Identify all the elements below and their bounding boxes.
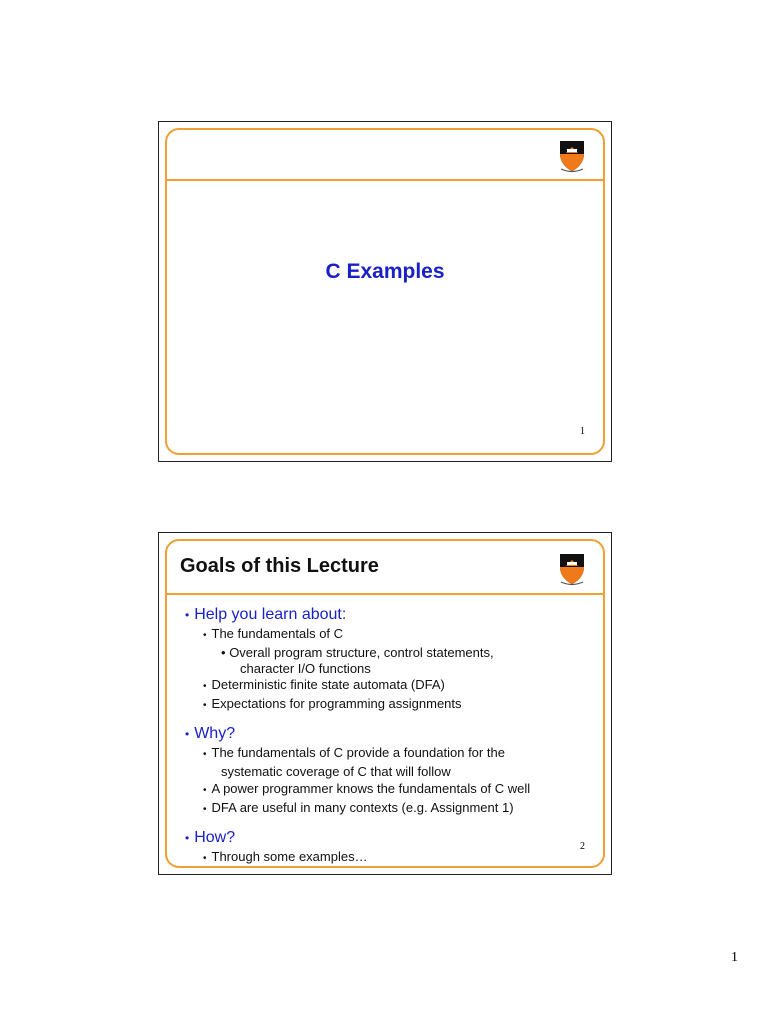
slide-number: 2 <box>580 841 585 852</box>
slide-content <box>185 605 581 868</box>
slide-heading: Goals of this Lecture <box>180 555 379 577</box>
slide-2 <box>158 532 612 875</box>
list-item: • DFA are useful in many contexts (e.g. Assignment 1) <box>203 800 514 815</box>
slide-1 <box>158 121 612 462</box>
princeton-shield-icon <box>557 138 587 174</box>
list-item: • Through some examples… <box>203 849 368 864</box>
princeton-shield-icon <box>557 551 587 587</box>
bullet-how: • How? <box>185 829 236 846</box>
slide-number: 1 <box>580 426 585 437</box>
slide-title: C Examples <box>325 260 445 283</box>
slide-frame <box>165 539 605 868</box>
list-item: • Deterministic finite state automata (DFA) <box>203 677 445 692</box>
bullet-learn: • Help you learn about: <box>185 606 347 623</box>
list-item: • Overall program structure, control statements, <box>221 645 494 660</box>
list-item: • The fundamentals of C <box>203 626 344 641</box>
page-number: 1 <box>731 950 738 965</box>
slide-header-band <box>167 130 603 181</box>
list-item: • A power programmer knows the fundamentals of C well <box>203 781 531 796</box>
slide-frame <box>165 128 605 455</box>
list-item: • Expectations for programming assignments <box>203 696 462 711</box>
slide-header-band <box>167 541 603 595</box>
bullet-why: • Why? <box>185 725 236 742</box>
list-item-continuation: character I/O functions <box>240 661 371 676</box>
list-item: • The fundamentals of C provide a foundation for the <box>203 745 505 760</box>
list-item-continuation: systematic coverage of C that will follow <box>221 764 451 779</box>
